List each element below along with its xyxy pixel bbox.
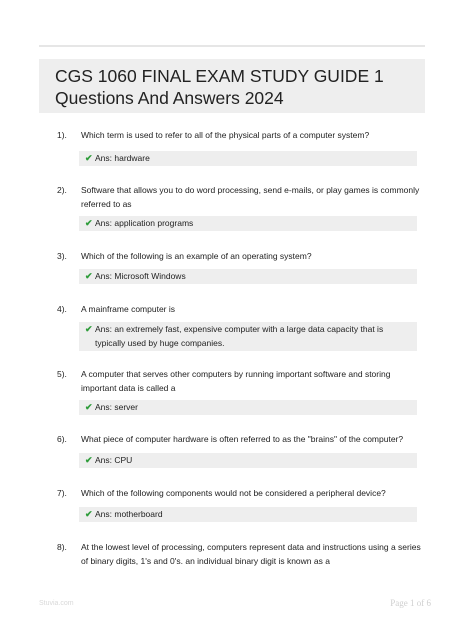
answer-text: Ans: hardware [95,153,150,163]
page-title-line-2: Questions And Answers 2024 [55,88,284,108]
page-number: Page 1 of 6 [390,598,431,608]
question-text: Which of the following is an example of an operating system? [81,251,312,261]
question-text: A computer that serves other computers by running important software and storing important data is called a [81,369,391,393]
question-number: 8). [57,542,67,552]
footer-watermark: Stuvia.com [39,600,74,607]
question-text: Which of the following components would not be considered a peripheral device? [81,488,386,498]
check-icon: ✔ [85,153,93,163]
answer-box [79,216,417,231]
question-number: 5). [57,369,67,379]
check-icon: ✔ [85,324,93,334]
check-icon: ✔ [85,218,93,228]
answer-box [79,151,417,166]
question-number: 7). [57,488,67,498]
check-icon: ✔ [85,509,93,519]
answer-text: Ans: application programs [95,218,194,228]
question-text: What piece of computer hardware is often referred to as the "brains" of the computer? [81,434,404,444]
page-title-line-1: CGS 1060 FINAL EXAM STUDY GUIDE 1 [55,66,384,86]
answer-box [79,507,417,522]
question-number: 6). [57,434,67,444]
question-number: 3). [57,251,67,261]
check-icon: ✔ [85,455,93,465]
answer-box [79,400,417,415]
answer-text: Ans: motherboard [95,509,163,519]
question-text: A mainframe computer is [81,304,176,314]
question-text: Software that allows you to do word processing, send e-mails, or play games is commonly referred to as [81,185,420,209]
answer-text: Ans: CPU [95,455,133,465]
answer-box [79,269,417,284]
answer-box [79,453,417,468]
question-text: Which term is used to refer to all of the physical parts of a computer system? [81,130,370,140]
answer-box [79,322,417,351]
question-text: At the lowest level of processing, computers represent data and instructions using a series of binary digits, 1's and 0's. an individual binary digit is known as a [81,542,421,566]
top-divider [39,45,425,47]
answer-text: Ans: an extremely fast, expensive computer with a large data capacity that is typically used by huge companies. [95,324,384,348]
answer-text: Ans: server [95,402,138,412]
question-number: 4). [57,304,67,314]
question-number: 1). [57,130,67,140]
check-icon: ✔ [85,402,93,412]
question-number: 2). [57,185,67,195]
check-icon: ✔ [85,271,93,281]
answer-text: Ans: Microsoft Windows [95,271,186,281]
